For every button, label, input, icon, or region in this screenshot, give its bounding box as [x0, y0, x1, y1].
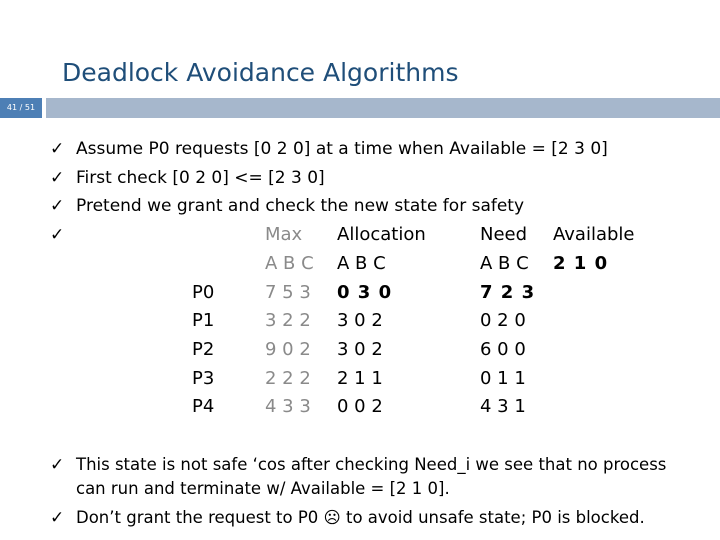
bullet-line-continued: can run and terminate w/ Available = [2 1 0].: [76, 479, 450, 498]
slide-number: 41 / 51: [6, 103, 36, 112]
row-process: P2: [192, 339, 215, 360]
row-process: P3: [192, 368, 215, 389]
row-max: 7 5 3: [265, 282, 311, 303]
row-allocation: 3 0 2: [337, 339, 383, 360]
row-allocation: 0 3 0: [337, 282, 393, 303]
header-need: Need: [480, 224, 528, 245]
header-available: Available: [553, 224, 635, 245]
row-need: 7 2 3: [480, 282, 536, 303]
check-bullet-icon: ✓: [50, 139, 65, 159]
row-allocation: 2 1 1: [337, 368, 383, 389]
row-max: 9 0 2: [265, 339, 311, 360]
row-need: 4 3 1: [480, 396, 526, 417]
row-max: 3 2 2: [265, 310, 311, 331]
check-bullet-icon: ✓: [50, 196, 65, 216]
bullet-line: Assume P0 requests [0 2 0] at a time when Available = [2 3 0]: [76, 139, 608, 159]
row-max: 4 3 3: [265, 396, 311, 417]
row-process: P1: [192, 310, 215, 331]
slide-title: Deadlock Avoidance Algorithms: [62, 58, 459, 87]
row-need: 0 2 0: [480, 310, 526, 331]
check-bullet-icon: ✓: [50, 455, 65, 475]
available-value: 2 1 0: [553, 253, 609, 274]
subheader-max: A B C: [265, 253, 314, 274]
subheader-need: A B C: [480, 253, 529, 274]
check-bullet-icon: ✓: [50, 508, 65, 528]
header-bar: [46, 98, 720, 118]
bullet-line: First check [0 2 0] <= [2 3 0]: [76, 168, 325, 188]
row-max: 2 2 2: [265, 368, 311, 389]
bullet-line: Pretend we grant and check the new state for safety: [76, 196, 525, 216]
row-process: P4: [192, 396, 215, 417]
row-allocation: 3 0 2: [337, 310, 383, 331]
row-allocation: 0 0 2: [337, 396, 383, 417]
bullet-line: This state is not safe ‘cos after checking Need_i we see that no process: [76, 455, 667, 474]
header-allocation: Allocation: [337, 224, 426, 245]
check-bullet-icon: ✓: [50, 225, 65, 245]
header-max: Max: [265, 224, 303, 245]
subheader-allocation: A B C: [337, 253, 386, 274]
bullet-line: Don’t grant the request to P0 ☹ to avoid unsafe state; P0 is blocked.: [76, 508, 645, 527]
row-process: P0: [192, 282, 215, 303]
check-bullet-icon: ✓: [50, 168, 65, 188]
row-need: 0 1 1: [480, 368, 526, 389]
row-need: 6 0 0: [480, 339, 526, 360]
